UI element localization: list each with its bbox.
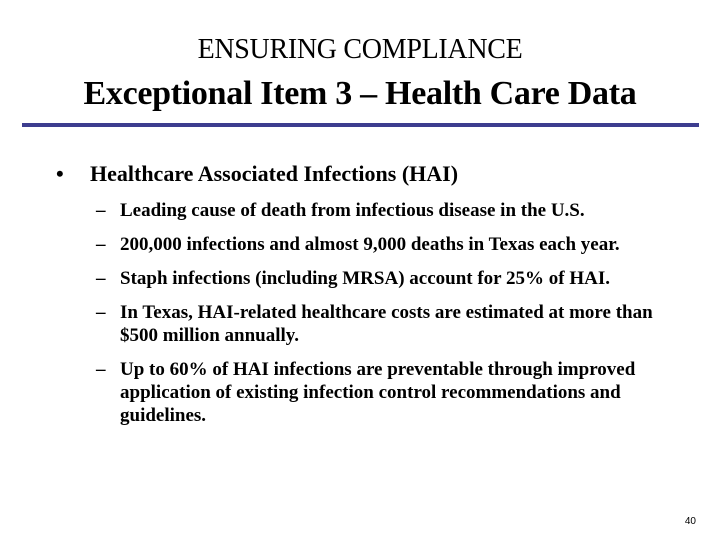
bullet-marker: • bbox=[56, 161, 64, 186]
title-divider bbox=[22, 123, 699, 127]
sub-bullet-text: Up to 60% of HAI infections are preventable through improved application of existing infection control recommendations and guidelines. bbox=[120, 359, 636, 426]
slide-title: Exceptional Item 3 – Health Care Data bbox=[83, 75, 637, 112]
dash-marker: – bbox=[96, 268, 106, 289]
page-number: 40 bbox=[684, 516, 696, 527]
sub-bullet-item bbox=[96, 233, 686, 256]
sub-bullet-item bbox=[96, 301, 686, 347]
dash-marker: – bbox=[96, 359, 106, 380]
sub-bullet-item bbox=[96, 199, 686, 222]
sub-bullet-text: Leading cause of death from infectious disease in the U.S. bbox=[120, 200, 585, 221]
sub-bullet-item bbox=[96, 358, 686, 427]
sub-bullet-text: Staph infections (including MRSA) account for 25% of HAI. bbox=[120, 268, 610, 289]
main-bullet bbox=[56, 161, 676, 187]
sub-bullet-text: In Texas, HAI-related healthcare costs are estimated at more than $500 million annually. bbox=[120, 302, 653, 346]
sub-bullet-list bbox=[96, 199, 686, 438]
sub-bullet-item bbox=[96, 267, 686, 290]
dash-marker: – bbox=[96, 200, 106, 221]
sub-bullet-text: 200,000 infections and almost 9,000 deaths in Texas each year. bbox=[120, 234, 620, 255]
slide-subtitle: ENSURING COMPLIANCE bbox=[197, 34, 523, 65]
dash-marker: – bbox=[96, 302, 106, 323]
main-bullet-text: Healthcare Associated Infections (HAI) bbox=[90, 161, 459, 186]
dash-marker: – bbox=[96, 234, 106, 255]
